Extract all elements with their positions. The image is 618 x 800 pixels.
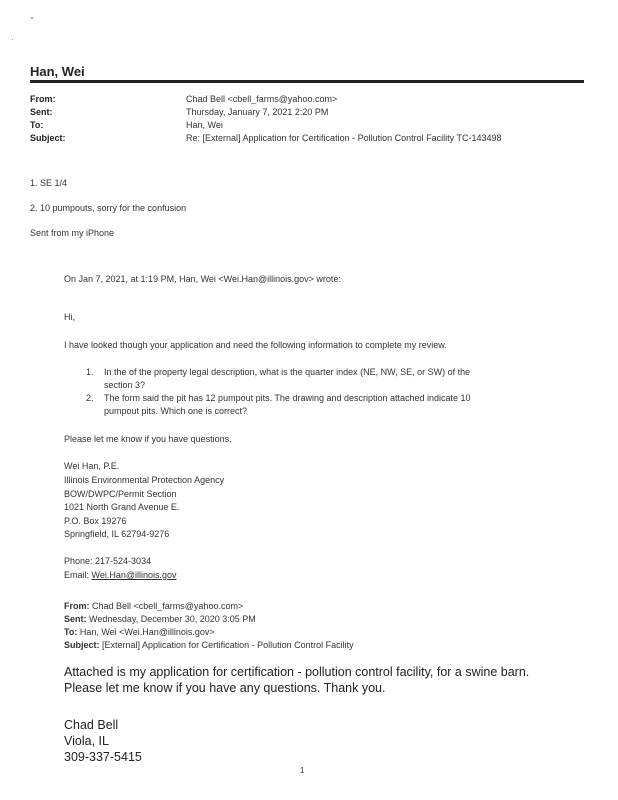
scan-speck xyxy=(12,39,13,40)
forwarded-sent-value: Wednesday, December 30, 2020 3:05 PM xyxy=(86,614,256,624)
list-number-1: 1. xyxy=(86,367,94,377)
forwarded-from-value: Chad Bell <cbell_farms@yahoo.com> xyxy=(89,601,244,611)
quoted-intro: On Jan 7, 2021, at 1:19 PM, Han, Wei <Wei.Han@illinois.gov> wrote: xyxy=(64,274,341,284)
forwarded-to-value: Han, Wei <Wei.Han@illinois.gov> xyxy=(77,627,215,637)
forwarded-sent xyxy=(64,613,256,625)
from-label: From: xyxy=(30,94,56,104)
message-line-2: Please let me know if you have any questions. Thank you. xyxy=(64,681,386,695)
from-value: Chad Bell <cbell_farms@yahoo.com> xyxy=(186,94,338,104)
forwarded-sent-label: Sent: xyxy=(64,614,87,624)
sent-value: Thursday, January 7, 2021 2:20 PM xyxy=(186,107,329,117)
signature-agency: Illinois Environmental Protection Agency xyxy=(64,475,225,485)
forwarded-to xyxy=(64,626,215,638)
signature-phone: Phone: 217-524-3034 xyxy=(64,556,152,566)
page-number: 1 xyxy=(300,766,305,775)
forwarded-to-label: To: xyxy=(64,627,78,637)
quoted-paragraph: I have looked though your application and need the following information to complete my review. xyxy=(64,340,447,350)
list-item-1-line-2: section 3? xyxy=(104,380,146,390)
signature-email-link[interactable]: Wei.Han@illinois.gov xyxy=(91,570,177,580)
signature-po-box: P.O. Box 19276 xyxy=(64,516,127,526)
forwarded-from-label: From: xyxy=(64,601,90,611)
mailbox-owner-name: Han, Wei xyxy=(30,64,85,79)
signature-street: 1021 North Grand Avenue E. xyxy=(64,502,180,512)
to-value: Han, Wei xyxy=(186,120,223,130)
forwarded-subject-label: Subject: xyxy=(64,640,100,650)
reply-signature: Sent from my iPhone xyxy=(30,228,115,238)
signature-email-line xyxy=(64,569,177,581)
message-line-1: Attached is my application for certification - pollution control facility, for a swine barn. xyxy=(64,665,530,679)
scan-speck xyxy=(31,17,33,19)
forwarded-subject xyxy=(64,639,354,651)
signature-name: Wei Han, P.E. xyxy=(64,461,120,471)
reply-line-2: 2. 10 pumpouts, sorry for the confusion xyxy=(30,203,187,213)
to-label: To: xyxy=(30,120,44,130)
reply-line-1: 1. SE 1/4 xyxy=(30,178,68,188)
quoted-greeting: Hi, xyxy=(64,312,75,322)
signature-city: Springfield, IL 62794-9276 xyxy=(64,529,170,539)
subject-label: Subject: xyxy=(30,133,66,143)
message-signature-name: Chad Bell xyxy=(64,718,119,732)
quoted-closing: Please let me know if you have questions. xyxy=(64,434,232,444)
forwarded-from xyxy=(64,600,243,612)
header-rule xyxy=(30,80,584,83)
list-item-2-line-1: The form said the pit has 12 pumpout pits. The drawing and description attached indicate 10 xyxy=(104,393,471,403)
sent-label: Sent: xyxy=(30,107,53,117)
list-item-2-line-2: pumpout pits. Which one is correct? xyxy=(104,406,248,416)
list-item-1-line-1: In the of the property legal description, what is the quarter index (NE, NW, SE, or SW) of the xyxy=(104,367,471,377)
list-number-2: 2. xyxy=(86,393,94,403)
signature-section: BOW/DWPC/Permit Section xyxy=(64,489,177,499)
subject-value: Re: [External] Application for Certification - Pollution Control Facility TC-143498 xyxy=(186,133,502,143)
signature-email-label: Email: xyxy=(64,570,92,580)
message-signature-location: Viola, IL xyxy=(64,734,109,748)
message-signature-phone: 309-337-5415 xyxy=(64,750,142,764)
forwarded-subject-value: [External] Application for Certification - Pollution Control Facility xyxy=(99,640,354,650)
